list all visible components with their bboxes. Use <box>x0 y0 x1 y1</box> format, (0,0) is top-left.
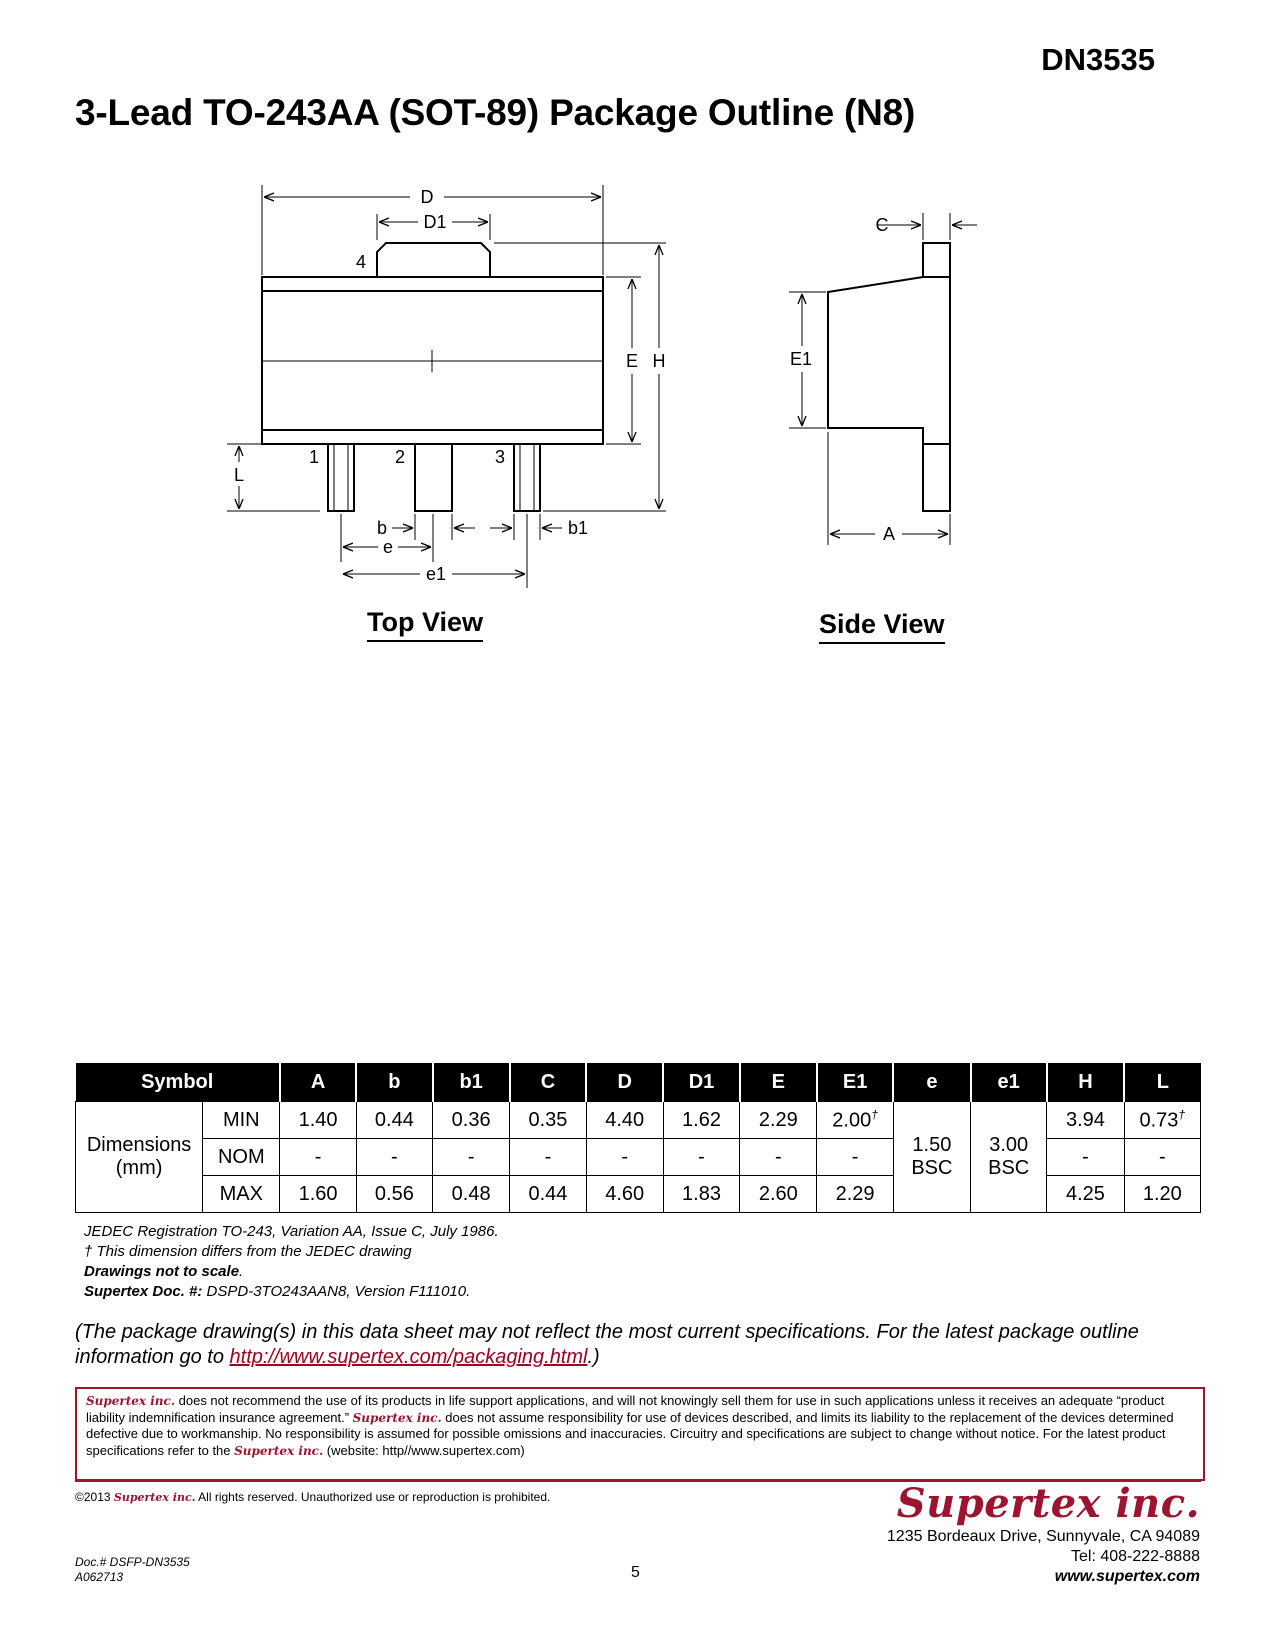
packaging-note <box>75 1320 1205 1370</box>
document-number <box>75 1555 190 1585</box>
cell: - <box>510 1139 586 1176</box>
row-group-label <box>76 1102 203 1213</box>
copyright-suffix: All rights reserved. Unauthorized use or reproduction is prohibited. <box>195 1490 551 1504</box>
dagger-mark: † <box>1178 1107 1186 1122</box>
cell-e1-min <box>817 1102 893 1139</box>
dim-label-b: b <box>376 518 388 538</box>
legal-text-2: does not assume responsibility for use of devices described, and limits its liability to the replacement of the devices determined defective due to workmanship. No responsibility is assumed for possible omissions and inaccuracies. Circuitry and specifications are subject to change without notice. For the latest product specifications refer to the <box>86 1409 1174 1458</box>
pin-label-1: 1 <box>308 447 320 467</box>
cell: - <box>1047 1139 1124 1176</box>
header-b1: b1 <box>433 1063 510 1102</box>
cell-pitch-e <box>893 1102 970 1213</box>
cell: - <box>356 1139 432 1176</box>
cell-value: 0.73 <box>1139 1109 1179 1132</box>
company-logo: Supertex inc. <box>896 1480 1200 1527</box>
cell-value: 1.50 <box>912 1134 952 1156</box>
page-title: 3-Lead TO-243AA (SOT-89) Package Outline (N8) <box>75 92 916 133</box>
dim-label-d1: D1 <box>423 212 447 232</box>
cell: - <box>740 1139 817 1176</box>
cell: - <box>663 1139 739 1176</box>
dim-label-h: H <box>652 351 666 371</box>
cell: 3.94 <box>1047 1102 1124 1139</box>
row-label-nom: NOM <box>203 1139 280 1176</box>
brand-name: Supertex inc. <box>113 1491 196 1504</box>
scale-note-bold: Drawings not to scale <box>84 1263 240 1280</box>
cell: - <box>280 1139 356 1176</box>
copyright <box>75 1490 550 1504</box>
header-pitch-e: e <box>893 1063 970 1102</box>
cell: 2.29 <box>740 1102 817 1139</box>
copyright-prefix: ©2013 <box>75 1490 114 1504</box>
cell: 0.44 <box>510 1176 586 1213</box>
header-e1: E1 <box>817 1063 893 1102</box>
side-view-outline <box>828 243 950 511</box>
dim-label-c: C <box>875 215 889 235</box>
cell-value: BSC <box>988 1157 1030 1179</box>
row-group-label-line1: Dimensions <box>86 1134 192 1156</box>
brand-name: Supertex inc. <box>352 1410 442 1425</box>
row-group-label-line2: (mm) <box>115 1157 163 1179</box>
jedec-note: JEDEC Registration TO-243, Variation AA, Issue C, July 1986. <box>84 1223 499 1240</box>
table-row <box>76 1102 1201 1139</box>
legal-text-1: does not recommend the use of its products in life support applications, and will not knowingly sell them for use in such applications unless it receives an adequate “product liability indemnification insurance agreement.” <box>86 1393 1165 1425</box>
header-h: H <box>1047 1063 1124 1102</box>
dim-label-a: A <box>882 524 896 544</box>
cell: 0.48 <box>433 1176 510 1213</box>
brand-name: Supertex inc. <box>234 1443 324 1458</box>
cell: 4.60 <box>586 1176 663 1213</box>
cell: 1.83 <box>663 1176 739 1213</box>
legal-text-3: (website: http//www.supertex.com) <box>323 1442 525 1458</box>
cell-value: 3.00 <box>989 1134 1029 1156</box>
address-line: 1235 Bordeaux Drive, Sunnyvale, CA 94089 <box>886 1528 1200 1545</box>
table-notes <box>84 1222 499 1302</box>
brand-name: Supertex inc. <box>86 1394 176 1408</box>
header-symbol: Symbol <box>76 1063 280 1102</box>
cell: 0.35 <box>510 1102 586 1139</box>
revision-line: A062713 <box>75 1570 124 1584</box>
doc-note-label: Supertex Doc. #: <box>84 1283 203 1300</box>
cell: 0.44 <box>356 1102 432 1139</box>
pin-label-2: 2 <box>394 447 406 467</box>
dagger-note: † This dimension differs from the JEDEC drawing <box>84 1243 412 1260</box>
cell: 4.40 <box>586 1102 663 1139</box>
cell: 1.62 <box>663 1102 739 1139</box>
cell-l-min <box>1124 1102 1200 1139</box>
doc-note <box>84 1282 499 1302</box>
dim-label-b1: b1 <box>567 518 589 538</box>
dim-label-e: E <box>625 351 639 371</box>
scale-note-end: . <box>239 1263 244 1280</box>
row-label-min: MIN <box>203 1102 280 1139</box>
packaging-note-text: (The package drawing(s) in this data sheet may not reflect the most current specifications. For the latest package outline information go to <box>75 1321 1139 1368</box>
package-drawing <box>0 0 1275 660</box>
packaging-link[interactable]: http://www.supertex.com/packaging.html <box>229 1346 588 1368</box>
cell: - <box>817 1139 893 1176</box>
cell: - <box>433 1139 510 1176</box>
header-b: b <box>356 1063 432 1102</box>
cell: - <box>586 1139 663 1176</box>
cell: 0.36 <box>433 1102 510 1139</box>
cell: 2.29 <box>817 1176 893 1213</box>
header-c: C <box>510 1063 586 1102</box>
cell: 1.40 <box>280 1102 356 1139</box>
dim-label-l: L <box>233 465 245 485</box>
header-a: A <box>280 1063 356 1102</box>
header-d1: D1 <box>663 1063 739 1102</box>
dim-label-pitch-e: e <box>382 537 394 557</box>
page-number: 5 <box>631 1564 640 1581</box>
doc-note-value: DSPD-3TO243AAN8, Version F111010. <box>202 1283 471 1300</box>
cell-value: BSC <box>911 1157 953 1179</box>
header-d: D <box>586 1063 663 1102</box>
website-line: www.supertex.com <box>1054 1568 1200 1585</box>
dimensions-table <box>75 1063 1201 1213</box>
row-label-max: MAX <box>203 1176 280 1213</box>
table-header-row <box>76 1063 1201 1102</box>
legal-disclaimer-box <box>75 1387 1205 1481</box>
cell-value: 2.00 <box>832 1109 872 1132</box>
header-l: L <box>1124 1063 1200 1102</box>
doc-number-line: Doc.# DSFP-DN3535 <box>75 1555 190 1569</box>
top-view-outline <box>262 243 603 511</box>
cell: 1.20 <box>1124 1176 1200 1213</box>
cell: 2.60 <box>740 1176 817 1213</box>
header-pitch-e1: e1 <box>971 1063 1047 1102</box>
cell: 4.25 <box>1047 1176 1124 1213</box>
header-e: E <box>740 1063 817 1102</box>
cell: 0.56 <box>356 1176 432 1213</box>
company-address <box>887 1527 1200 1587</box>
dim-label-e1: e1 <box>425 564 447 584</box>
cell-pitch-e1 <box>971 1102 1047 1213</box>
dim-label-d: D <box>420 187 434 207</box>
side-view-label: Side View <box>819 609 945 644</box>
cell: - <box>1124 1139 1200 1176</box>
pin-label-3: 3 <box>494 447 506 467</box>
phone-line: Tel: 408-222-8888 <box>1071 1548 1200 1565</box>
cell: 1.60 <box>280 1176 356 1213</box>
part-number: DN3535 <box>1041 42 1155 77</box>
pin-label-4: 4 <box>355 252 367 272</box>
top-view-label: Top View <box>367 607 483 642</box>
dagger-mark: † <box>871 1107 878 1122</box>
scale-note <box>84 1262 499 1282</box>
dim-label-e1-side: E1 <box>789 349 813 369</box>
packaging-note-end: .) <box>587 1346 600 1368</box>
